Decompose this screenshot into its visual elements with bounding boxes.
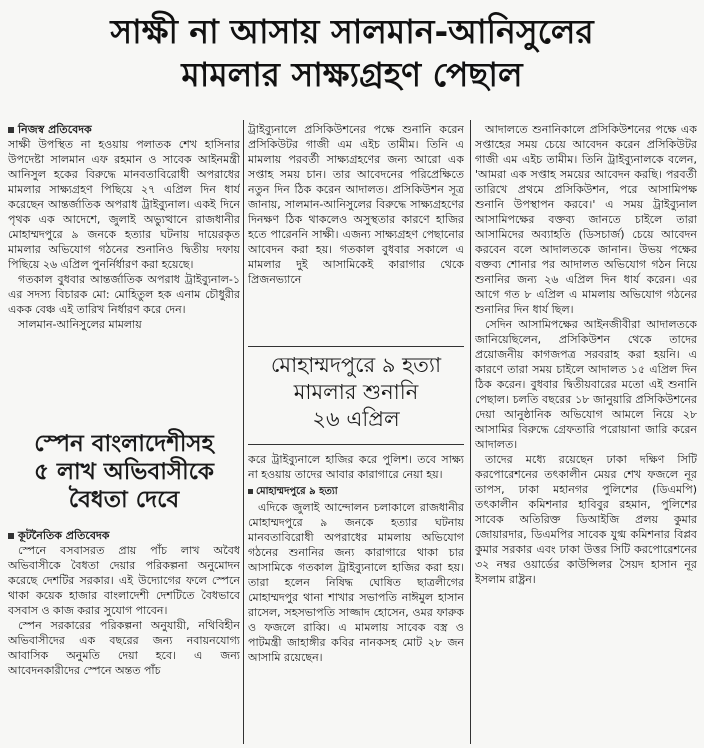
article-main-col3: [475, 122, 697, 744]
bullet-icon: [248, 489, 253, 494]
paragraph: সেদিন আসামিপক্ষের আইনজীবীরা আদালতকে জানিয়েছিলেন, প্রসিকিউশন থেকে তাদের প্রয়োজনীয় কাগজপত্র সরবরাহ করা হয়নি। এ কারণে তারা সময় চাইলে আদালত ১৫ এপ্রিল দিন ঠিক করেন। বুধবার দ্বিতীয়বারের মতো এই শুনানি পেছাল। চলতি বছরের ১৮ জানুয়ারি প্রসিকিউশনের দেয়া আনুষ্ঠানিক অভিযোগ আমলে নিয়ে ২৮ আসামির বিরুদ্ধে গ্রেফতারি পরোয়ানা জারি করেন আদালত।: [475, 318, 697, 451]
paragraph: স্পেন সরকারের পরিকল্পনা অনুযায়ী, নথিবিহীন অভিবাসীদের এক বছরের জন্য নবায়নযোগ্য আবাসিক অনুমতি দেয়া হবে। এ জন্য আবেদনকারীদের স্পেনে অন্তত পাঁচ: [8, 619, 240, 677]
paragraph: এদিকে জুলাই আন্দোলন চলাকালে রাজধানীর মোহাম্মদপুরে ৯ জনকে হত্যার ঘটনায় মানবতাবিরোধী অপরাধের মামলায় অভিযোগ গঠনের শুনানির জন্য কারাগারে থাকা চার আসামিকে গতকাল ট্রাইব্যুনালে হাজির করা হয়। তারা হলেন নিষিদ্ধ ঘোষিত ছাত্রলীগের মোহাম্মদপুর থানা শাখার সভাপতি নাঈমুল হাসান রাসেল, সহসভাপতি সাজ্জাদ হোসেন, ওমর ফারুক ও ফজলে রাব্বি। এ মামলায় সাবেক বস্ত্র ও পাটমন্ত্রী জাহাঙ্গীর কবির নানকসহ মোট ২৮ জন আসামি রয়েছেন।: [248, 501, 464, 664]
column-divider-2: [470, 120, 471, 744]
paragraph: সালমান-আনিসুলের মামলায়: [18, 318, 142, 331]
article-spain: [8, 528, 240, 744]
article-main-col2-bottom: [248, 452, 464, 744]
byline: নিজস্ব প্রতিবেদক: [8, 122, 240, 137]
box-divider: [248, 346, 464, 347]
headline: [0, 10, 704, 96]
sub-headline-line: ২৬ এপ্রিল: [312, 407, 400, 431]
bullet-icon: [8, 127, 14, 133]
bullet-icon: [8, 533, 14, 539]
box-divider: [248, 444, 464, 445]
subhead: মোহাম্মদপুরে ৯ হত্যা: [248, 484, 464, 499]
paragraph: করে ট্রাইব্যুনালে হাজির করে পুলিশ। তবে সাক্ষ্য না হওয়ায় তাদের আবার কারাগারে নেয়া হয়।: [248, 453, 464, 481]
paragraph: আদালতে শুনানিকালে প্রসিকিউশনের পক্ষে এক সপ্তাহের সময় চেয়ে আবেদন করেন প্রসিকিউটর গাজী এম এইচ তামীম। তিনি ট্রাইব্যুনালকে বলেন, 'আমরা এক সপ্তাহ সময়ের আবেদন করছি। পরবর্তী তারিখে প্রথমে প্রসিকিউশন, পরে আসামিপক্ষ শুনানি উপস্থাপন করবে।' এ সময় ট্রাইব্যুনাল আসামিপক্ষের বক্তব্য জানতে চাইলে তারা আসামিদের অব্যাহতি (ডিসচার্জ) চেয়ে আবেদন করবেন বলে আদালতকে জানান। উভয় পক্ষের বক্তব্য শোনার পর আদালত অভিযোগ গঠন নিয়ে শুনানির জন্য ২৬ এপ্রিল দিন ধার্য করেন। এর আগে গত ৮ এপ্রিল এ মামলায় অভিযোগ গঠনের শুনানির দিন ধার্য ছিল।: [475, 123, 697, 316]
article-main-col1: [8, 122, 240, 426]
sub-article-headline-mohammadpur: [248, 352, 464, 433]
sub-headline-line: স্পেন বাংলাদেশীসহ: [34, 431, 214, 457]
paragraph: ট্রাইব্যুনালে প্রসিকিউশনের পক্ষে শুনানি করেন প্রসিকিউটর গাজী এম এইচ তামীম। তিনি এ মামলায় পরবর্তী সাক্ষ্যগ্রহণের জন্য আরো এক সপ্তাহ সময় চান। তার আবেদনের পরিপ্রেক্ষিতে নতুন দিন ঠিক করেন আদালত। প্রসিকিউশন সূত্র জানায়, সালমান-আনিসুলের বিরুদ্ধে সাক্ষ্যগ্রহণের দিনক্ষণ ঠিক থাকলেও অসুস্থতার কারণে হাজির হতে পারেননি সাক্ষী। এজন্য সাক্ষ্যগ্রহণ পেছানোর আবেদন করা হয়। গতকাল বুধবার সকালে এ মামলার দুই আসামিকেই কারাগার থেকে প্রিজনভ্যানে: [248, 123, 464, 286]
sub-headline-line: মোহাম্মদপুরে ৯ হত্যা: [270, 353, 442, 377]
sub-article-headline-spain: [8, 430, 240, 514]
column-divider-1: [243, 120, 244, 744]
paragraph: গতকাল বুধবার আন্তর্জাতিক অপরাধ ট্রাইব্যুনাল-১ এর সদস্য বিচারক মো: মোহিতুল হক এনাম চৌধুরীর একক বেঞ্চ এই তারিখ নির্ধারণ করে দেন।: [8, 273, 240, 316]
headline-line-1: সাক্ষী না আসায় সালমান-আনিসুলের: [110, 12, 594, 51]
headline-line-2: মামলার সাক্ষ্যগ্রহণ পেছাল: [181, 55, 523, 94]
byline: কূটনৈতিক প্রতিবেদক: [8, 528, 240, 543]
sub-headline-line: ৫ লাখ অভিবাসীকে: [33, 459, 215, 485]
sub-headline-line: বৈধতা দেবে: [68, 487, 180, 513]
paragraph: স্পেনে বসবাসরত প্রায় পাঁচ লাখ অবৈধ অভিবাসীকে বৈধতা দেয়ার পরিকল্পনা অনুমোদন করেছে দেশটির সরকার। এই উদ্যোগের ফলে স্পেনে থাকা কয়েক হাজার বাংলাদেশী দেশটিতে বৈধভাবে বসবাস ও কাজ করার সুযোগ পাবেন।: [8, 544, 240, 617]
sub-headline-line: মামলার শুনানি: [293, 380, 419, 404]
article-main-col2: [248, 122, 464, 342]
paragraph: সাক্ষী উপস্থিত না হওয়ায় পলাতক শেখ হাসিনার উপদেষ্টা সালমান এফ রহমান ও সাবেক আইনমন্ত্রী আনিসুল হকের বিরুদ্ধে মানবতাবিরোধী অপরাধের মামলার সাক্ষ্যগ্রহণ পিছিয়ে ২৭ এপ্রিল দিন ধার্য করেছেন আন্তর্জাতিক অপরাধ ট্রাইব্যুনাল। একই দিনে পৃথক এক আদেশে, জুলাই অভ্যুত্থানে রাজধানীর মোহাম্মদপুরে ৯ জনকে হত্যার ঘটনায় দায়েরকৃত মামলার অভিযোগ গঠনের শুনানিও দ্বিতীয় দফায় পিছিয়ে ২৬ এপ্রিল পুনর্নির্ধারণ করা হয়েছে।: [8, 138, 240, 271]
paragraph: তাদের মধ্যে রয়েছেন ঢাকা দক্ষিণ সিটি করপোরেশনের তৎকালীন মেয়র শেখ ফজলে নূর তাপস, ঢাকা মহানগর পুলিশের (ডিএমপি) তৎকালীন কমিশনার হাবিবুর রহমান, পুলিশের সাবেক অতিরিক্ত ডিআইজি প্রলয় কুমার জোয়ারদার, ডিএমপির সাবেক যুগ্ম কমিশনার বিপ্লব কুমার সরকার এবং ঢাকা উত্তর সিটি করপোরেশনের ৩২ নম্বর ওয়ার্ডের কাউন্সিলর সৈয়দ হাসান নূর ইসলাম রাষ্ট্রন।: [475, 453, 697, 586]
